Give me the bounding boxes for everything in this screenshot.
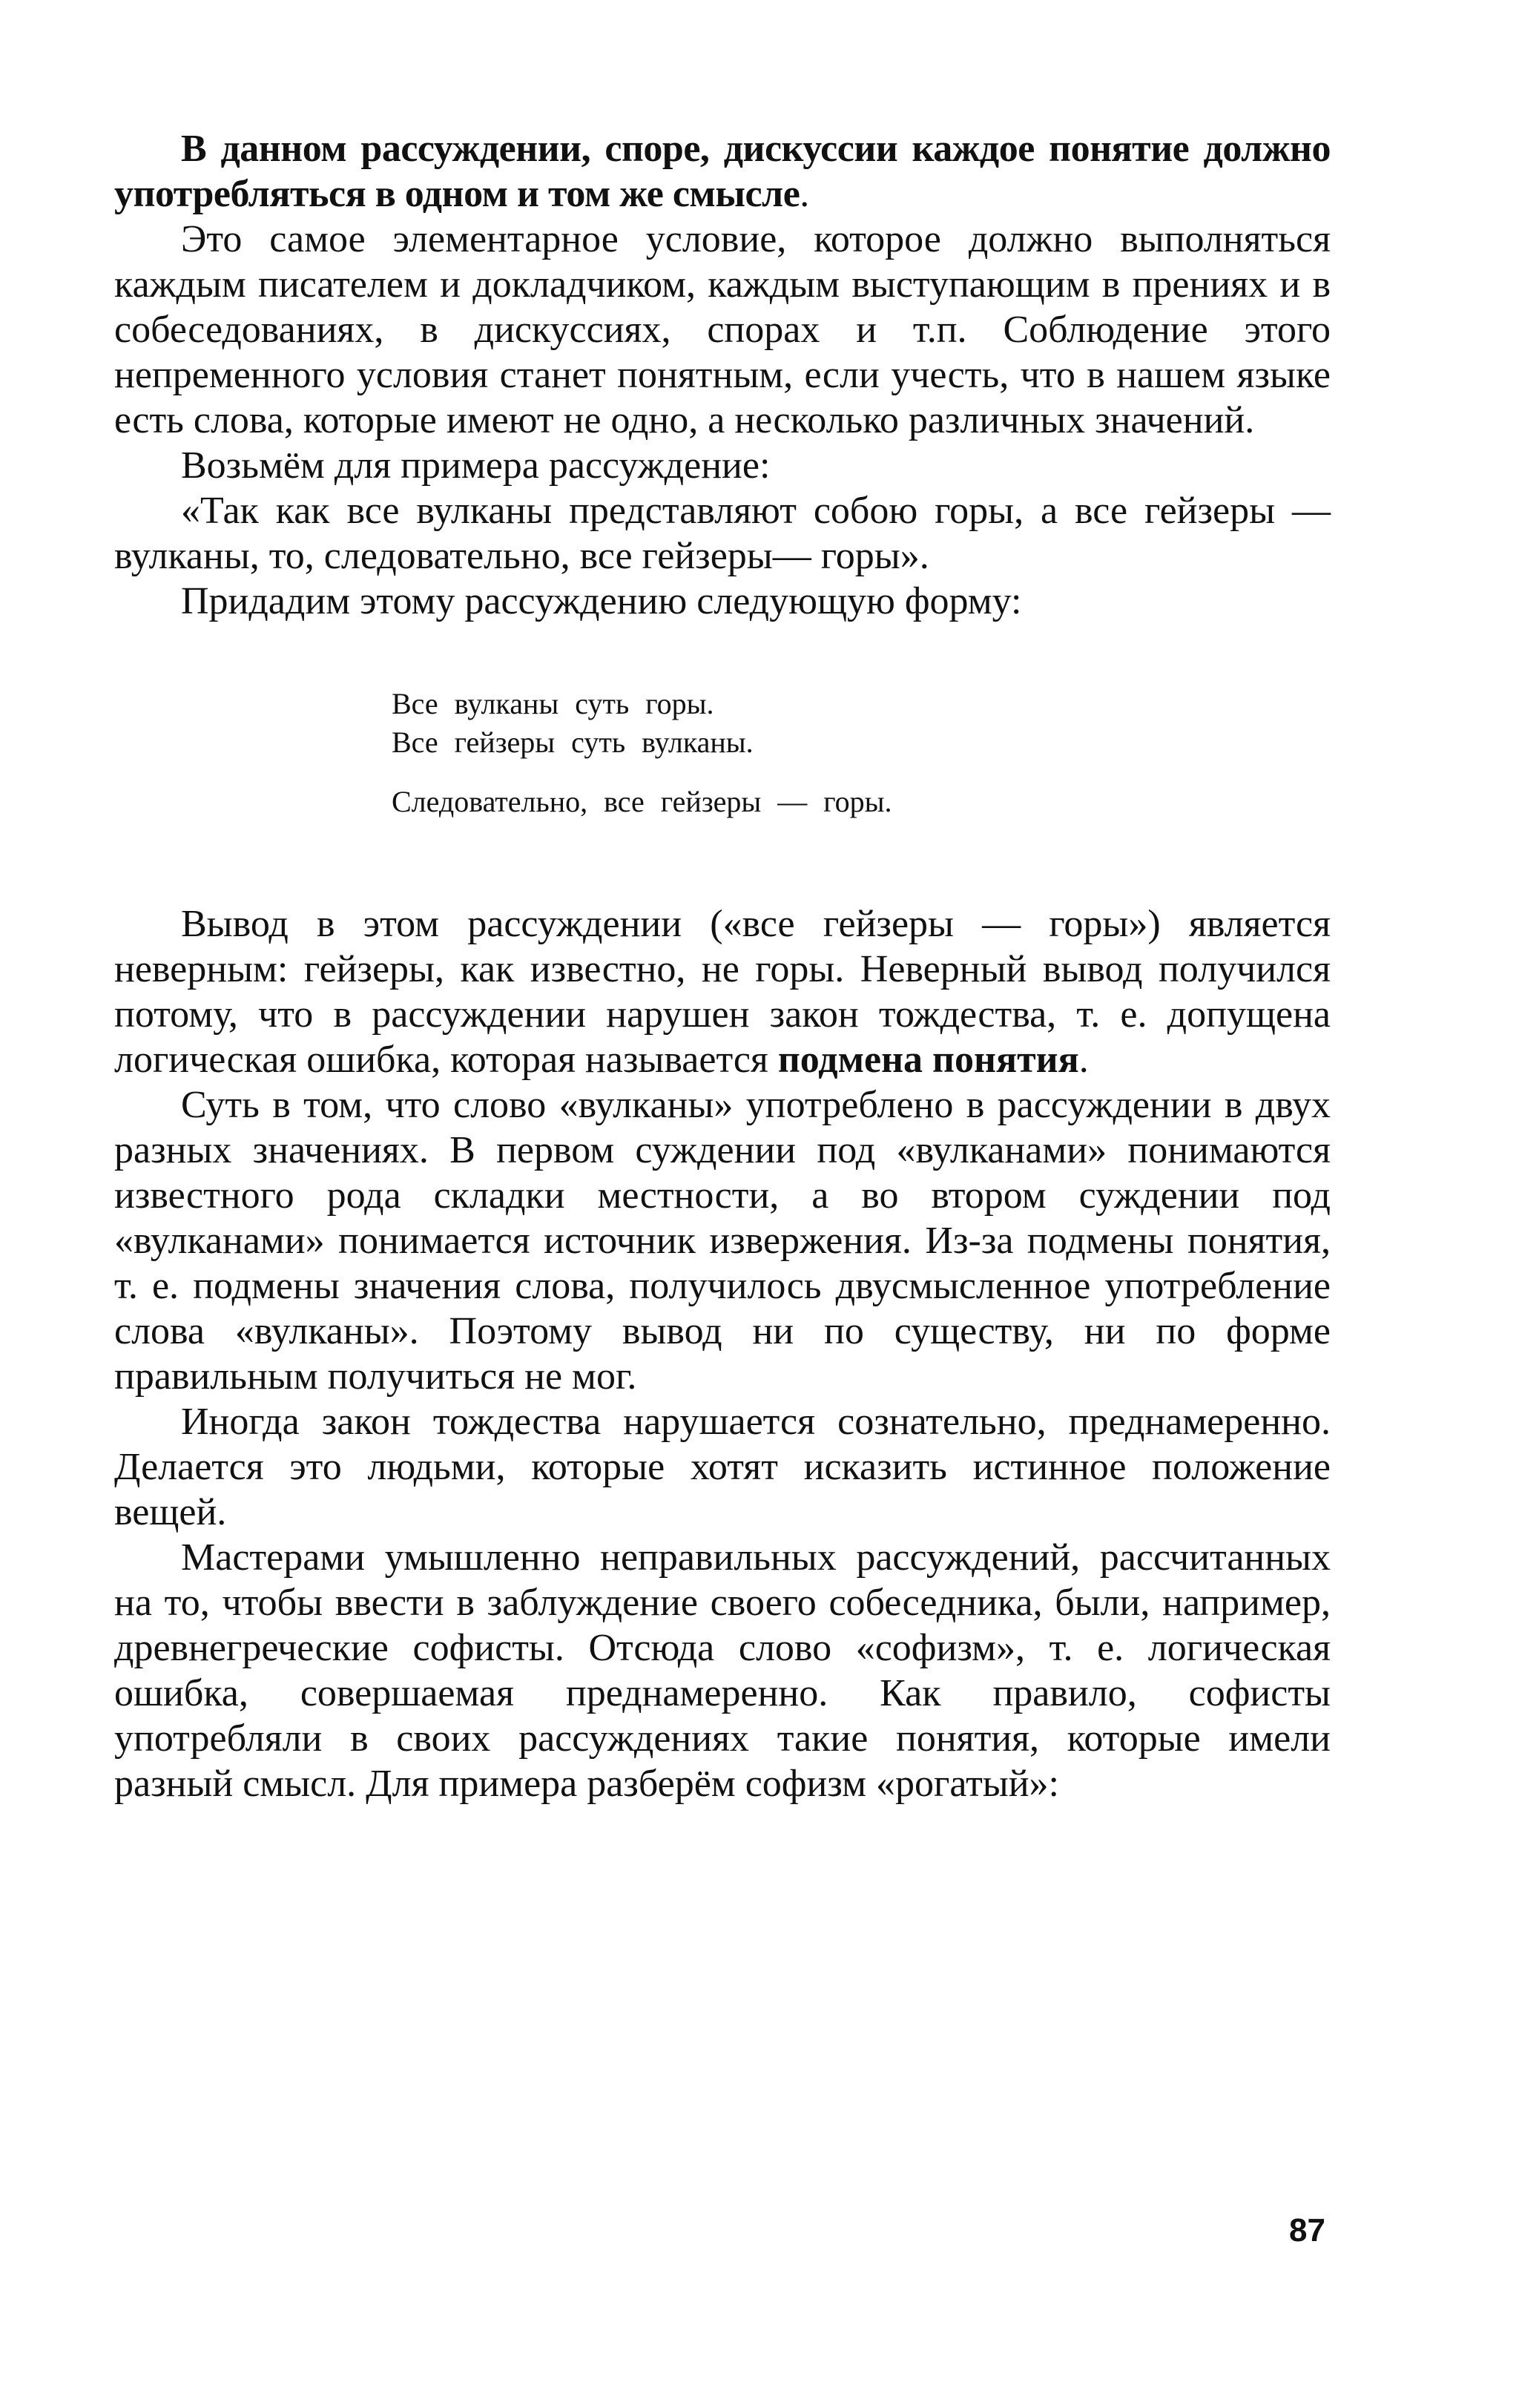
paragraph-5 xyxy=(114,901,1331,1082)
lead-period: . xyxy=(800,173,810,215)
lead-statement: В данном рассуждении, споре, дискуссии каждое понятие должно употребляться в одном и том же смысле xyxy=(114,128,1331,215)
paragraph-7: Иногда закон тождества нарушается сознательно, преднамеренно. Делается это людьми, которые хотят исказить истинное положение вещей. xyxy=(114,1401,1331,1533)
paragraph-6: Суть в том, что слово «вулканы» употреблено в рассуждении в двух разных значениях. В первом суждении под «вулканами» понимаются известного рода складки местности, а во втором суждении под «вулканами» понимается источник извержения. Из-за подмены понятия, т. е. подмены значения слова, получилось двусмысленное употребление слова «вулканы». Поэтому вывод ни по существу, ни по форме правильным получиться не мог. xyxy=(114,1084,1331,1398)
syllogism-premise-1: Все вулканы суть горы. xyxy=(392,687,714,720)
paragraph-2: Возьмём для примера рассуждение: xyxy=(181,444,771,487)
syllogism-block xyxy=(392,685,1331,821)
paragraph-3: «Так как все вулканы представляют собою горы, а все гейзеры — вулканы, то, следовательно, все гейзеры— горы». xyxy=(114,490,1331,577)
syllogism-premise-2: Все гейзеры суть вулканы. xyxy=(392,726,754,759)
paragraph-1: Это самое элементарное условие, которое должно выполняться каждым писателем и докладчиком, каждым выступающим в прениях и в собеседованиях, в дискуссиях, спорах и т.п. Соблюдение этого непременного условия станет понятным, если учесть, что в нашем языке есть слова, которые имеют не одно, а несколько различных значений. xyxy=(114,218,1331,441)
page-number: 87 xyxy=(1289,2212,1325,2249)
term-substitution: подмена понятия xyxy=(777,1039,1079,1081)
page-text xyxy=(114,126,1331,1806)
paragraph-8: Мастерами умышленно неправильных рассуждений, рассчитанных на то, чтобы ввести в заблуждение своего собеседника, были, например, древнегреческие софисты. Отсюда слово «софизм», т. е. логическая ошибка, совершаемая преднамеренно. Как правило, софисты употребляли в своих рассуждениях такие понятия, которые имели разный смысл. Для примера разберём софизм «рогатый»: xyxy=(114,1536,1331,1805)
paragraph-5-text: Вывод в этом рассуждении («все гейзеры — горы») является неверным: гейзеры, как известно, не горы. Неверный вывод получился потому, что в рассуждении нарушен закон тождества, т. е. допущена логическая ошибка, которая называется xyxy=(114,903,1331,1081)
paragraph-4: Придадим этому рассуждению следующую форму: xyxy=(181,580,1022,622)
syllogism-conclusion: Следовательно, все гейзеры — горы. xyxy=(392,785,892,818)
lead-paragraph xyxy=(114,126,1331,217)
paragraph-5-end: . xyxy=(1078,1039,1089,1081)
